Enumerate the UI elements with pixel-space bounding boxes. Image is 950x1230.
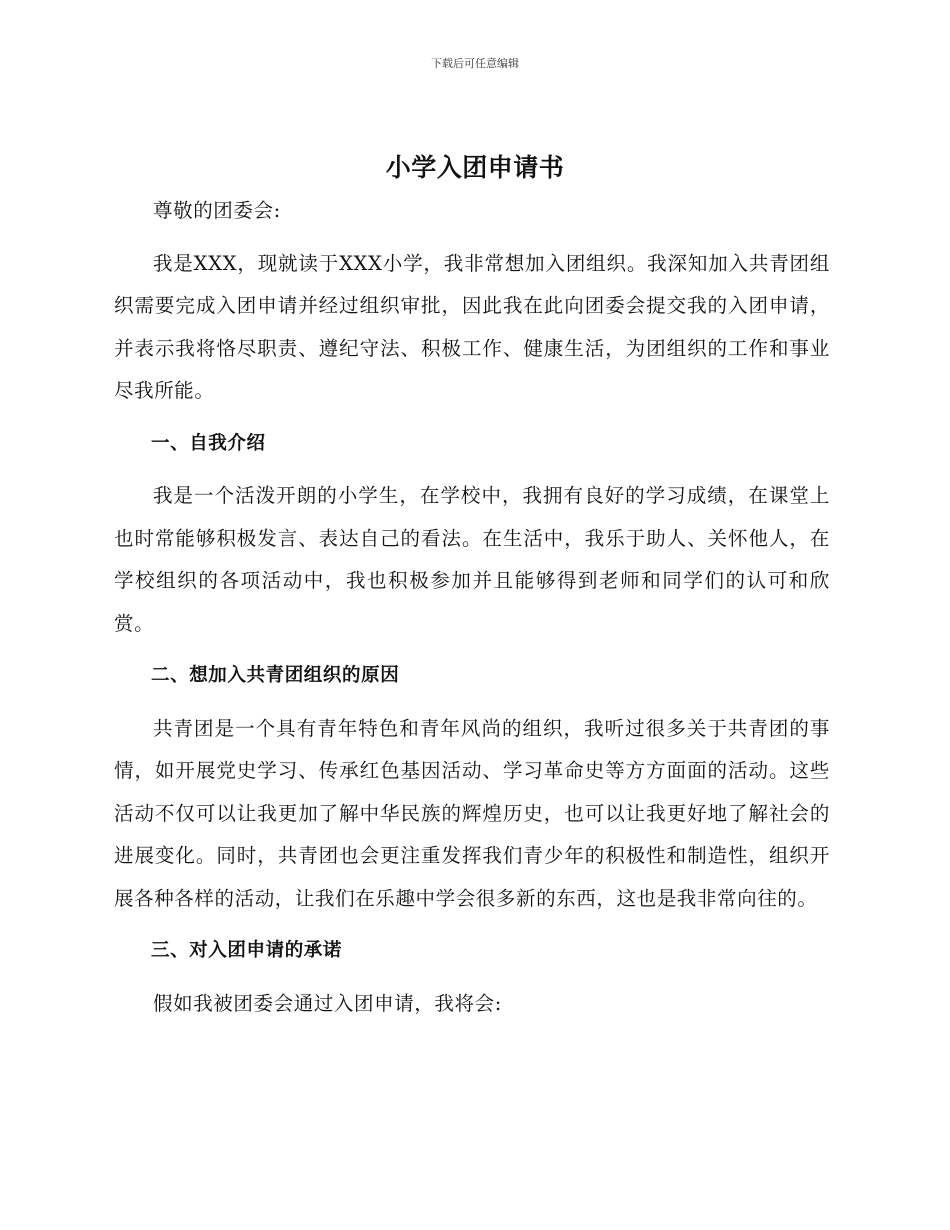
section-body-self-intro: 我是一个活泼开朗的小学生，在学校中，我拥有良好的学习成绩，在课堂上也时常能够积极发言、表达自己的看法。在生活中，我乐于助人、关怀他人，在学校组织的各项活动中，我也积极参加并且能够得到老师和同学们的认可和欣赏。 [114,484,830,635]
page-title: 小学入团申请书 [385,153,565,182]
header-note: 下载后可任意编辑 [431,57,519,70]
section-body-reasons: 共青团是一个具有青年特色和青年风尚的组织，我听过很多关于共青团的事情，如开展党史学习、传承红色基因活动、学习革命史等方方面面的活动。这些活动不仅可以让我更加了解中华民族的辉煌历史，也可以让我更好地了解社会的进展变化。同时，共青团也会更注重发挥我们青少年的积极性和制造性，组织开展各种各样的活动，让我们在乐趣中学会很多新的东西，这也是我非常向往的。 [114,716,830,910]
salutation: 尊敬的团委会: [153,199,281,222]
section-heading-self-intro: 一、自我介绍 [151,432,266,454]
section-heading-commitment: 三、对入团申请的承诺 [151,940,343,961]
intro-paragraph: 我是XXX，现就读于XXX小学，我非常想加入团组织。我深知加入共青团组织需要完成入团申请并经过组织审批，因此我在此向团委会提交我的入团申请，并表示我将恪尽职责、遵纪守法、积极工作、健康生活，为团组织的工作和事业尽我所能。 [114,251,830,402]
document-body [114,190,830,1035]
section-body-commitment: 假如我被团委会通过入团申请，我将会: [153,991,502,1015]
section-heading-reasons: 二、想加入共青团组织的原因 [151,665,400,686]
